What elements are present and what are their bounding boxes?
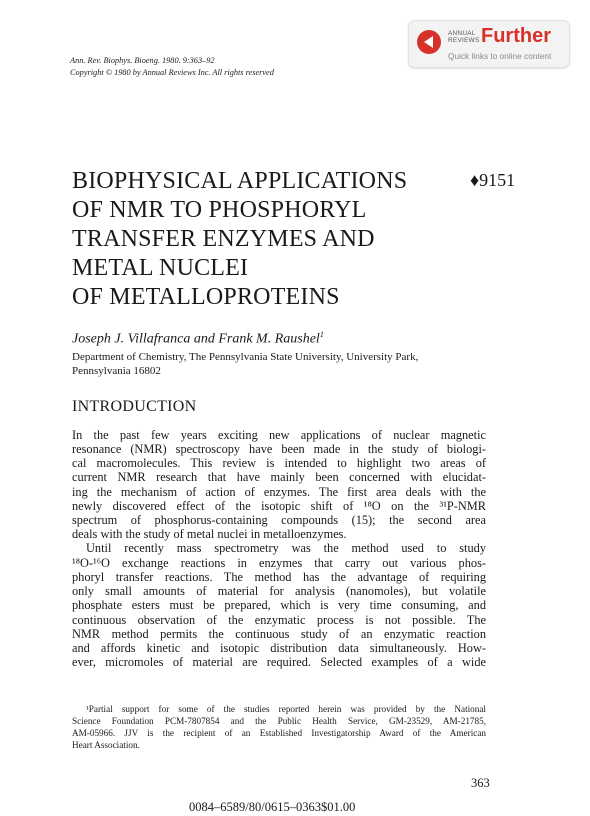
title-line: BIOPHYSICAL APPLICATIONS (72, 168, 408, 194)
body-line: newly discovered effect of the isotopic shift of ¹⁸O on the ³¹P-NMR (72, 499, 486, 513)
copyright-line: Copyright © 1980 by Annual Reviews Inc. All rights reserved (70, 68, 274, 77)
author-names-text: Joseph J. Villafranca and Frank M. Raushel (72, 331, 320, 347)
body-line: Until recently mass spectrometry was the method used to study (86, 541, 486, 555)
price-code: 0084–6589/80/0615–0363$01.00 (189, 800, 356, 814)
annual-reviews-further-badge[interactable] (408, 20, 570, 68)
title-line: OF NMR TO PHOSPHORYL (72, 197, 367, 223)
badge-tagline: Quick links to online content (448, 51, 552, 61)
article-code: ♦9151 (470, 170, 516, 190)
badge-publisher-label (448, 30, 480, 44)
footnote-marker[interactable]: 1 (319, 330, 324, 339)
body-line: resonance (NMR) spectroscopy have been made in the study of biologi- (72, 442, 486, 456)
body-line: ing the mechanism of action of enzymes. The first area deals with the (72, 485, 486, 499)
body-line: only small amounts of material for analysis (nanomoles), but volatile (72, 584, 486, 598)
body-line: NMR method permits the continuous study of an enzymatic reaction (72, 627, 486, 641)
body-line: spectrum of phosphorus-containing compounds (15); the second area (72, 513, 486, 527)
body-line: phosphate esters must be prepared, which is very time consuming, and (72, 598, 486, 612)
footnote-line: ¹Partial support for some of the studies reported herein was provided by the National (86, 704, 486, 714)
body-line: deals with the study of metal nuclei in metalloenzymes. (72, 527, 347, 541)
body-line: ever, micromoles of material are required. Selected examples of a wide (72, 655, 486, 669)
badge-small-line: REVIEWS (448, 37, 480, 44)
journal-citation (70, 55, 274, 79)
body-line: continuous observation of the enzymatic process is not possible. The (72, 613, 486, 627)
affiliation-line: Pennsylvania 16802 (72, 365, 161, 377)
footnote-line: Heart Association. (72, 740, 140, 750)
title-line: OF METALLOPROTEINS (72, 284, 340, 310)
affiliation-line: Department of Chemistry, The Pennsylvania State University, University Park, (72, 351, 419, 363)
arrow-left-icon (417, 30, 441, 54)
footnote-line: AM-05966. JJV is the recipient of an Established Investigatorship Award of the American (72, 728, 486, 738)
title-line: TRANSFER ENZYMES AND (72, 226, 375, 252)
footnote-line: Science Foundation PCM-7807854 and the Public Health Service, GM-23529, AM-21785, (72, 716, 486, 726)
body-line: current NMR research that have mainly been concerned with elucidat- (72, 470, 486, 484)
badge-further-label: Further (481, 25, 551, 47)
author-names (72, 330, 324, 348)
body-line: cal macromolecules. This review is intended to highlight two areas of (72, 456, 486, 470)
affiliation (72, 350, 492, 378)
body-line: ¹⁸O-¹⁶O exchange reactions in enzymes that carry out various phos- (72, 556, 486, 570)
badge-small-line: ANNUAL (448, 30, 476, 37)
citation-line: Ann. Rev. Biophys. Bioeng. 1980. 9:363–92 (70, 56, 215, 65)
body-line: In the past few years exciting new applications of nuclear magnetic (72, 428, 486, 442)
section-heading: INTRODUCTION (72, 398, 197, 415)
page-number: 363 (471, 776, 490, 790)
body-line: and affords kinetic and isotopic distribution data simultaneously. How- (72, 641, 486, 655)
body-line: phoryl transfer reactions. The method has the advantage of requiring (72, 570, 486, 584)
title-line: METAL NUCLEI (72, 255, 249, 281)
